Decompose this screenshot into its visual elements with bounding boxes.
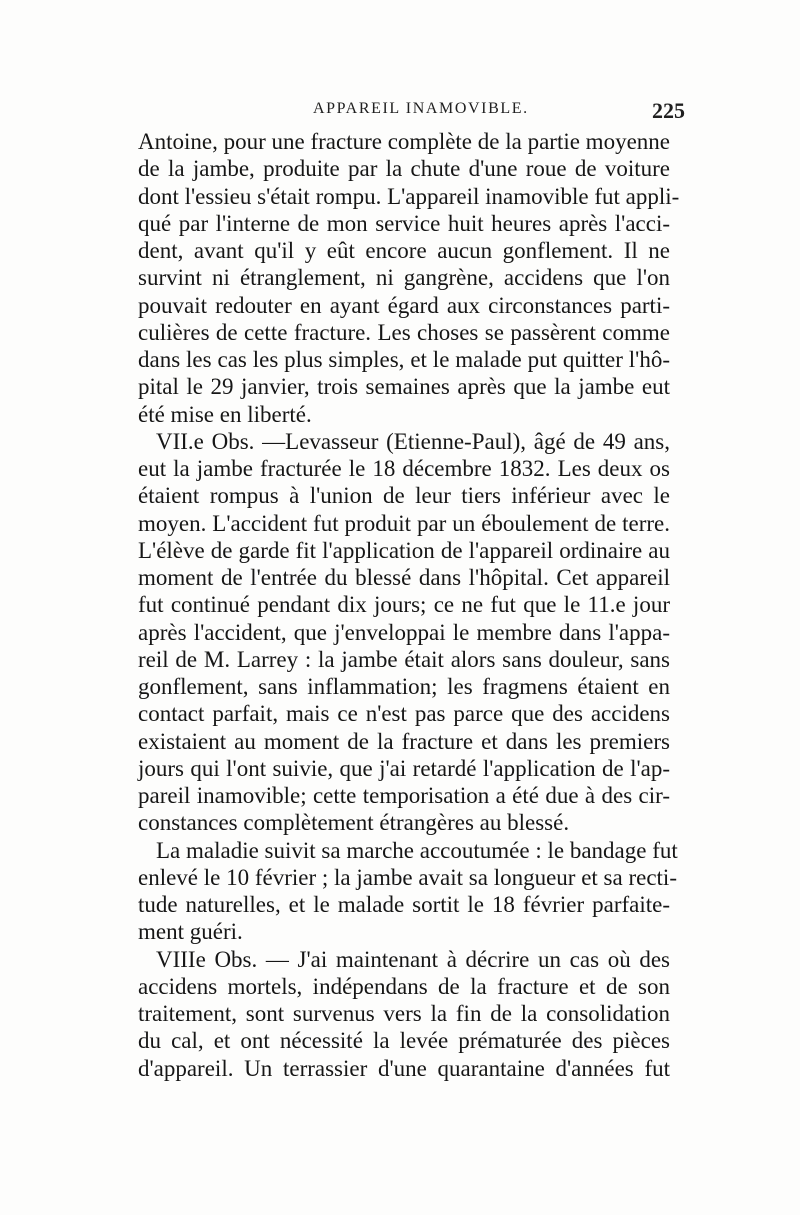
text-line: VIIIe Obs. — J'ai maintenant à décrire un cas où des xyxy=(156,946,670,972)
paragraph-observation-viii xyxy=(138,946,670,1082)
text-line: de la jambe, produite par la chute d'une roue de voiture xyxy=(138,156,670,182)
text-line: dent, avant qu'il y eût encore aucun gonflement. Il ne xyxy=(138,238,670,263)
text-line: L'élève de garde fit l'application de l'appareil ordinaire au xyxy=(138,537,670,563)
text-line: tude naturelles, et le malade sortit le 18 février parfaite- xyxy=(138,892,670,917)
text-line: jours qui l'ont suivie, que j'ai retardé l'application de l'ap- xyxy=(138,755,670,781)
text-line: Antoine, pour une fracture complète de la partie moyenne xyxy=(138,129,670,154)
text-line: constances complètement étrangères au blessé. xyxy=(138,810,570,836)
page-header xyxy=(143,98,685,124)
text-line: moment de l'entrée du blessé dans l'hôpital. Cet appareil xyxy=(138,565,670,590)
text-line: enlevé le 10 février ; la jambe avait sa longueur et sa recti- xyxy=(138,864,677,890)
text-line: gonflement, sans inflammation; les fragmens étaient en xyxy=(138,674,670,699)
text-line: du cal, et ont nécessité la levée prématurée des pièces xyxy=(138,1028,670,1054)
text-line: traitement, sont survenus vers la fin de la consolidation xyxy=(138,1001,670,1026)
text-line: moyen. L'accident fut produit par un éboulement de terre. xyxy=(138,510,670,536)
text-line: existaient au moment de la fracture et dans les premiers xyxy=(138,728,670,754)
paragraph-observation-vii xyxy=(138,428,670,837)
text-line: pital le 29 janvier, trois semaines après que la jambe eut xyxy=(138,374,670,400)
text-line: ment guéri. xyxy=(138,919,243,945)
text-line: pouvait redouter en ayant égard aux circonstances parti- xyxy=(138,292,670,318)
text-line: accidens mortels, indépendans de la fracture et de son xyxy=(138,973,670,999)
text-line: pareil inamovible; cette temporisation a été due à des cir- xyxy=(138,783,670,808)
body-text xyxy=(138,128,680,1082)
text-line: dont l'essieu s'était rompu. L'appareil inamovible fut appli- xyxy=(138,183,680,209)
text-line: étaient rompus à l'union de leur tiers inférieur avec le xyxy=(138,483,670,509)
text-line: survint ni étranglement, ni gangrène, accidens que l'on xyxy=(138,265,670,291)
text-line: reil de M. Larrey : la jambe était alors sans douleur, sans xyxy=(138,646,670,672)
paragraph xyxy=(138,128,680,428)
text-line: après l'accident, que j'enveloppai le membre dans l'appa- xyxy=(138,619,670,645)
paragraph xyxy=(138,837,678,946)
running-title: APPAREIL INAMOVIBLE. xyxy=(313,100,529,117)
text-line: qué par l'interne de mon service huit heures après l'acci- xyxy=(138,210,670,236)
text-line: La maladie suivit sa marche accoutumée : le bandage fut xyxy=(156,837,678,863)
text-line: contact parfait, mais ce n'est pas parce que des accidens xyxy=(138,701,670,727)
page-number: 225 xyxy=(652,98,685,123)
text-line: culières de cette fracture. Les choses se passèrent comme xyxy=(138,319,670,345)
text-line: été mise en liberté. xyxy=(138,401,312,427)
text-line: VII.e Obs. —Levasseur (Etienne-Paul), âgé de 49 ans, xyxy=(156,428,670,454)
text-line: dans les cas les plus simples, et le malade put quitter l'hô- xyxy=(138,347,670,372)
text-line: eut la jambe fracturée le 18 décembre 1832. Les deux os xyxy=(138,456,670,481)
text-line: fut continué pendant dix jours; ce ne fut que le 11.e jour xyxy=(138,592,670,618)
text-line: d'appareil. Un terrassier d'une quarantaine d'années fut xyxy=(138,1055,670,1081)
